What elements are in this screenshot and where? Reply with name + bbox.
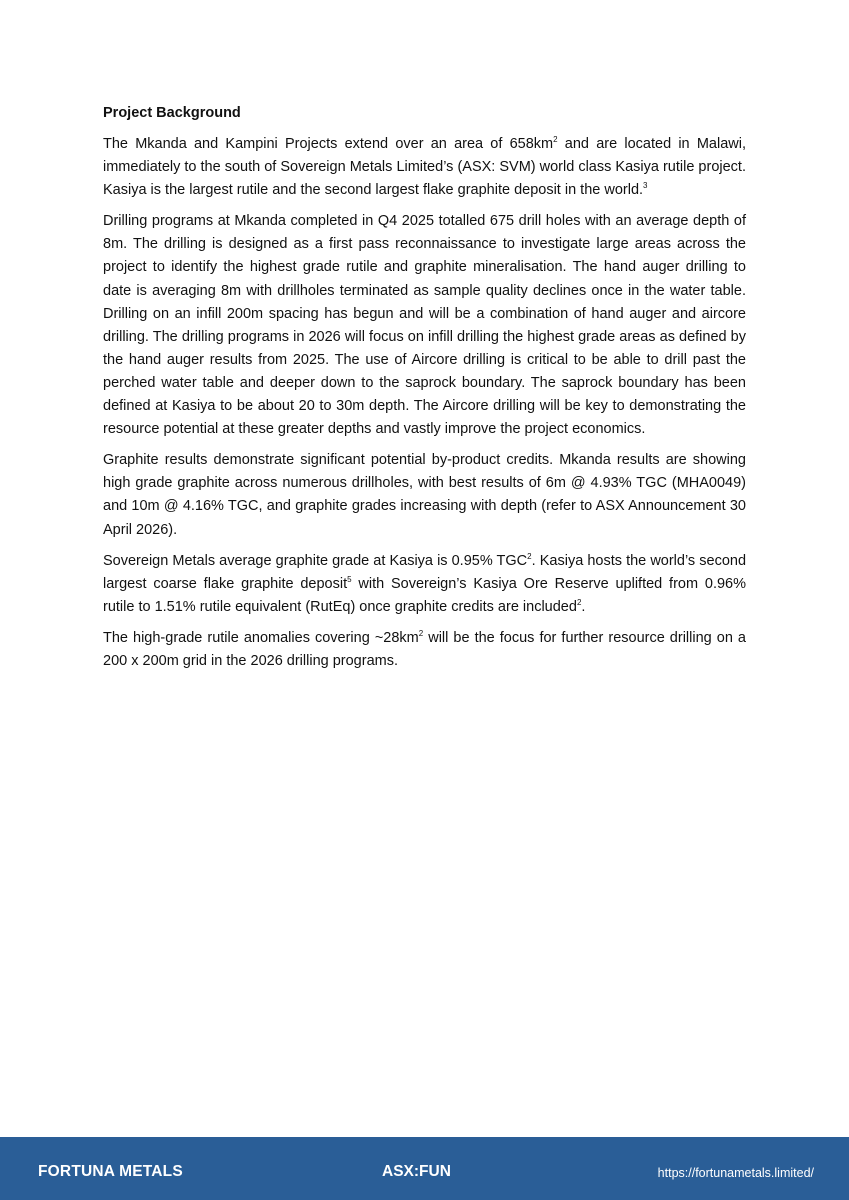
text-run: The high-grade rutile anomalies covering ~28km [103,629,419,646]
text-run: Graphite results demonstrate significant potential by-product credits. Mkanda results are showing high grade graphite across numerous drillholes, with best results of 6m @ 4.93% TGC (MHA0049) and 10m @ 4.16% TGC, and graphite grades increasing with depth (refer to ASX Announcement 30 April 2026). [103,452,746,538]
text-run: . Kasiya hosts the world’s second largest coarse flake graphite deposit [103,552,747,592]
paragraph-project-overview [103,133,746,202]
text-run: will be the focus for further resource drilling on a 200 x 200m grid in the 2026 drilling programs. [103,629,746,669]
superscript-reference: 2 [576,597,582,607]
paragraph-drilling-programs [103,210,746,441]
page-footer [0,1137,849,1200]
text-run: The Mkanda and Kampini Projects extend over an area of 658km [103,136,554,152]
paragraph-graphite-results [103,449,746,541]
superscript-reference: 2 [527,551,532,561]
text-run: with Sovereign’s Kasiya Ore Reserve uplifted from 0.96% rutile to 1.51% rutile equivalent (RutEq) once graphite credits are included [103,575,746,615]
footer-ticker: ASX:FUN [382,1163,451,1180]
footer-website-link[interactable]: https://fortunametals.limited/ [657,1166,814,1180]
text-run: Drilling programs at Mkanda completed in Q4 2025 totalled 675 drill holes with an average depth of 8m. The drilling is designed as a first pass reconnaissance to investigate large areas across the project to identify the highest grade rutile and graphite mineralisation. The hand auger drilling to date is averaging 8m with drillholes terminated as sample quality declines once in the water table. Drilling on an infill 200m spacing has begun and will be a combination of hand auger and aircore drilling. The drilling programs in 2026 will focus on infill drilling the highest grade areas as defined by the hand auger results from 2025. The use of Aircore drilling is critical to be able to drill past the perched water table and deeper down to the saprock boundary. The saprock boundary has been defined at Kasiya to be about 20 to 30m depth. The Aircore drilling will be key to demonstrating the resource potential at these greater depths and vastly improve the project economics. [103,213,746,438]
paragraph-sovereign-graphite [103,550,746,619]
footer-brand-name: FORTUNA METALS [38,1163,183,1180]
superscript-reference: 2 [553,135,558,145]
superscript-reference: 5 [347,574,352,584]
paragraph-rutile-anomalies [103,627,746,673]
text-run: Sovereign Metals average graphite grade at Kasiya is 0.95% TGC [103,552,528,569]
superscript-reference: 3 [643,181,648,191]
document-body [103,103,746,681]
superscript-reference: 2 [418,629,424,639]
text-run: . [581,598,586,615]
section-heading: Project Background [103,105,241,121]
text-run: and are located in Malawi, immediately to the south of Sovereign Metals Limited’s (ASX: SVM) world class Kasiya rutile project. Kasiya is the largest rutile and the second largest flake graphite deposit in the world. [103,136,746,199]
